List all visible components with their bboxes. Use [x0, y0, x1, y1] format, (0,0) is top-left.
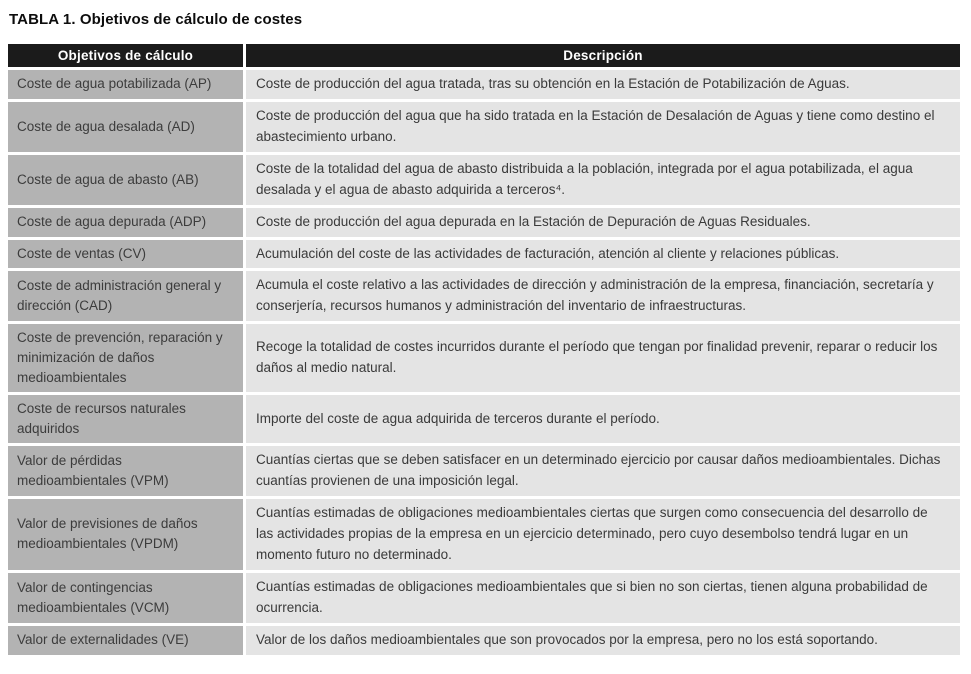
- objective-cell: Coste de ventas (CV): [8, 240, 243, 269]
- table-row: [8, 271, 960, 321]
- table-row: [8, 102, 960, 152]
- description-cell: Valor de los daños medioambientales que son provocados por la empresa, pero no los está soportando.: [246, 626, 960, 655]
- table-row: [8, 208, 960, 237]
- description-cell: Coste de la totalidad del agua de abasto distribuida a la población, integrada por el agua potabilizada, el agua desalada y el agua de abasto adquirida a terceros⁴.: [246, 155, 960, 205]
- objective-cell: Valor de contingencias medioambientales (VCM): [8, 573, 243, 623]
- col-header-descripcion: Descripción: [246, 44, 960, 67]
- table-row: [8, 499, 960, 570]
- objective-cell: Coste de agua depurada (ADP): [8, 208, 243, 237]
- objective-cell: Coste de agua potabilizada (AP): [8, 70, 243, 99]
- objective-cell: Coste de recursos naturales adquiridos: [8, 395, 243, 443]
- description-cell: Importe del coste de agua adquirida de terceros durante el período.: [246, 395, 960, 443]
- table-row: [8, 573, 960, 623]
- objective-cell: Valor de previsiones de daños medioambientales (VPDM): [8, 499, 243, 570]
- description-cell: Cuantías estimadas de obligaciones medioambientales que si bien no son ciertas, tienen alguna probabilidad de ocurrencia.: [246, 573, 960, 623]
- table-title: TABLA 1. Objetivos de cálculo de costes: [9, 11, 303, 28]
- description-cell: Recoge la totalidad de costes incurridos durante el período que tengan por finalidad prevenir, reparar o reducir los daños al medio natural.: [246, 324, 960, 392]
- table-body: [8, 70, 960, 655]
- objective-cell: Coste de agua desalada (AD): [8, 102, 243, 152]
- objective-cell: Coste de prevención, reparación y minimización de daños medioambientales: [8, 324, 243, 392]
- description-cell: Coste de producción del agua tratada, tras su obtención en la Estación de Potabilización de Aguas.: [246, 70, 960, 99]
- header-row: [8, 44, 960, 67]
- description-cell: Cuantías ciertas que se deben satisfacer en un determinado ejercicio por causar daños medioambientales. Dichas cuantías provienen de una imposición legal.: [246, 446, 960, 496]
- table-header: [8, 44, 960, 67]
- table-row: [8, 155, 960, 205]
- table-row: [8, 240, 960, 269]
- description-cell: Cuantías estimadas de obligaciones medioambientales ciertas que surgen como consecuencia del desarrollo de las actividades propias de la empresa en un ejercicio determinado, pero cuyo desembolso tendrá lugar en un momento futuro no determinado.: [246, 499, 960, 570]
- description-cell: Coste de producción del agua que ha sido tratada en la Estación de Desalación de Aguas y tiene como destino el abastecimiento urbano.: [246, 102, 960, 152]
- costs-table: [5, 41, 963, 658]
- col-header-objetivos: Objetivos de cálculo: [8, 44, 243, 67]
- objective-cell: Valor de pérdidas medioambientales (VPM): [8, 446, 243, 496]
- description-cell: Acumula el coste relativo a las actividades de dirección y administración de la empresa, financiación, secretaría y conserjería, recursos humanos y administración del inventario de infraestructuras.: [246, 271, 960, 321]
- table-row: [8, 70, 960, 99]
- table-row: [8, 324, 960, 392]
- description-cell: Acumulación del coste de las actividades de facturación, atención al cliente y relaciones públicas.: [246, 240, 960, 269]
- table-row: [8, 395, 960, 443]
- table-row: [8, 626, 960, 655]
- objective-cell: Coste de agua de abasto (AB): [8, 155, 243, 205]
- objective-cell: Coste de administración general y dirección (CAD): [8, 271, 243, 321]
- table-row: [8, 446, 960, 496]
- objective-cell: Valor de externalidades (VE): [8, 626, 243, 655]
- description-cell: Coste de producción del agua depurada en la Estación de Depuración de Aguas Residuales.: [246, 208, 960, 237]
